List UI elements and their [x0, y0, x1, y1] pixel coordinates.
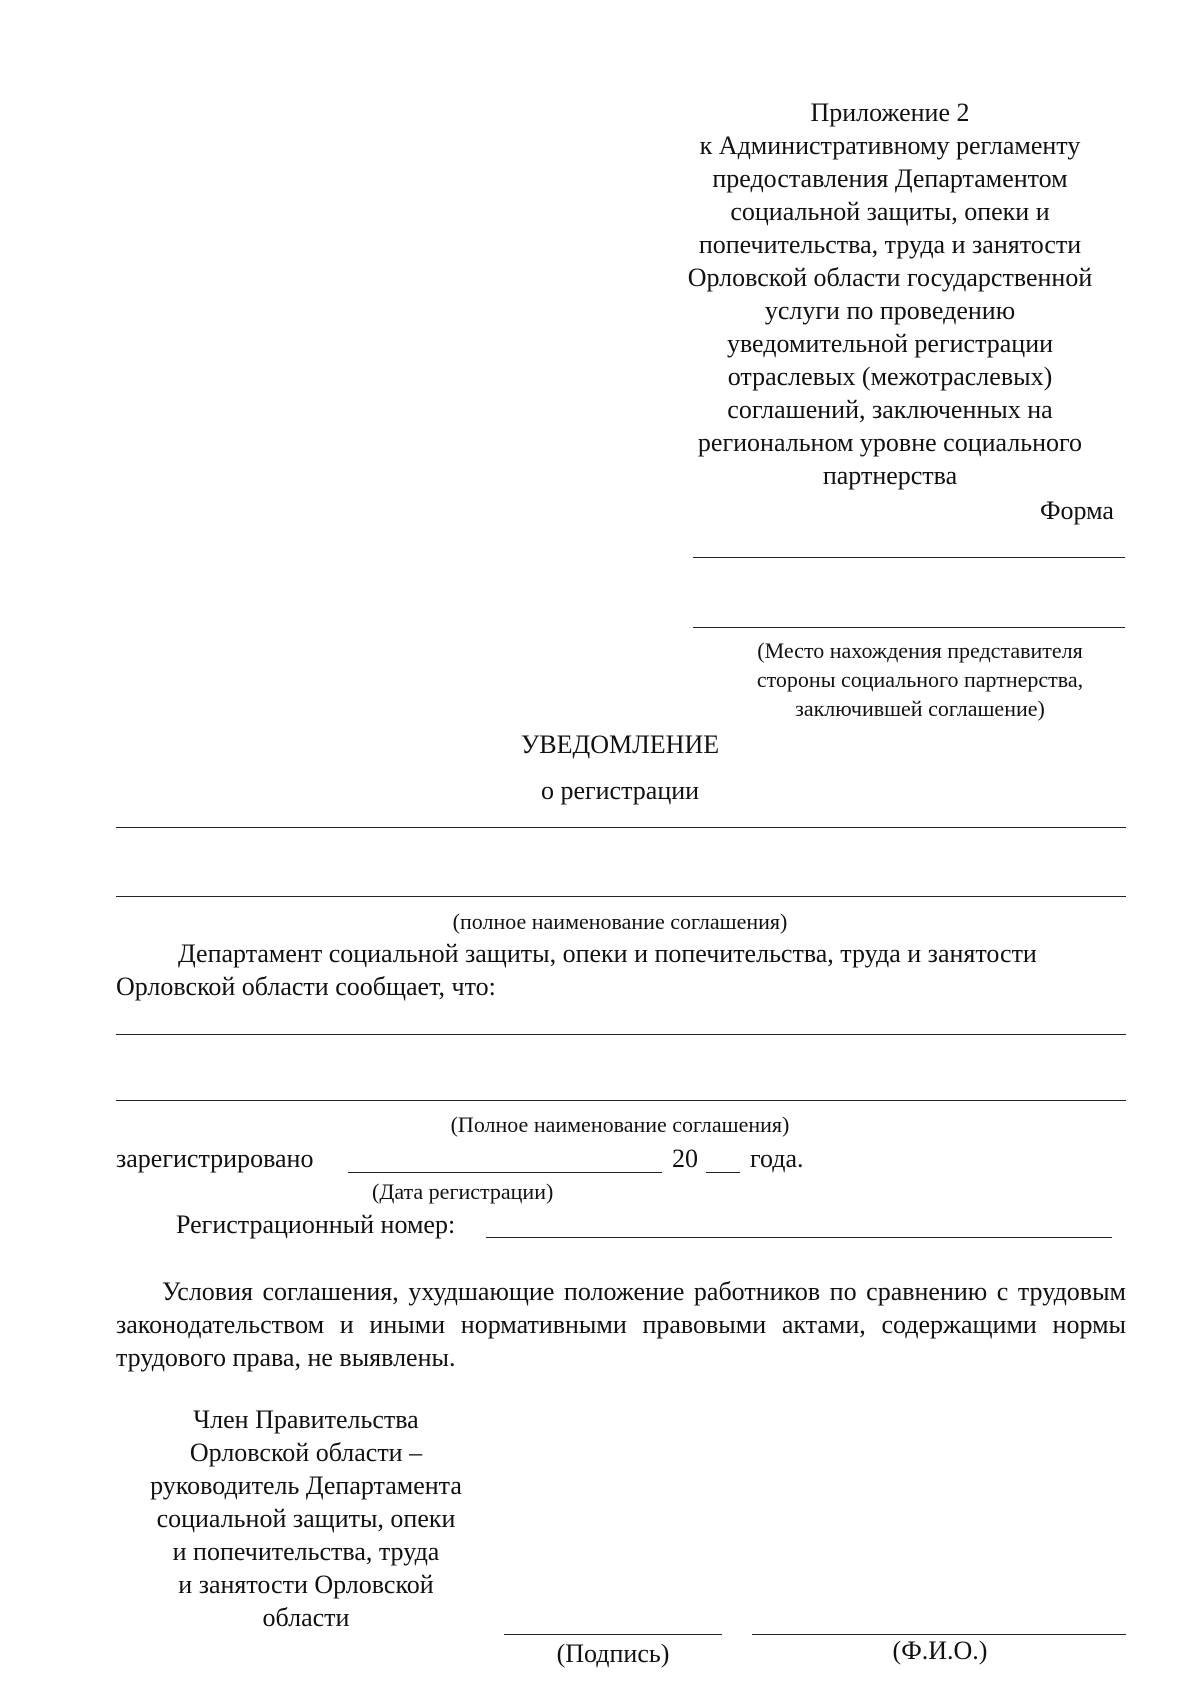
form-label: Форма [1040, 496, 1114, 525]
agreement-line-4 [116, 1100, 1126, 1101]
header-line: уведомительной регистрации [726, 329, 1054, 358]
addressee-caption [700, 636, 1140, 723]
name-caption: (Ф.И.О.) [892, 1636, 988, 1665]
signatory-line: и попечительства, труда [172, 1537, 440, 1566]
header-line: соглашений, заключенных на [727, 395, 1053, 424]
addressee-caption-line: заключившей соглашение) [795, 696, 1045, 721]
year-prefix: 20 [672, 1144, 698, 1173]
agreement-caption-2: (Полное наименование соглашения) [450, 1112, 790, 1137]
agreement-line-1 [116, 827, 1126, 828]
signatory-line: Член Правительства [193, 1405, 419, 1434]
registered-label: зарегистрировано [116, 1144, 314, 1173]
header-line: региональном уровне социального [697, 428, 1083, 457]
header-line: отраслевых (межотраслевых) [727, 362, 1053, 391]
header-line: Орловской области государственной [687, 263, 1093, 292]
document-subtitle: о регистрации [540, 776, 700, 805]
agreement-caption: (полное наименование соглашения) [452, 909, 788, 934]
header-line: услуги по проведению [764, 296, 1016, 325]
header-line: попечительства, труда и занятости [698, 230, 1082, 259]
date-caption: (Дата регистрации) [372, 1179, 554, 1204]
registration-number-label: Регистрационный номер: [176, 1210, 456, 1239]
header-line: партнерства [822, 461, 958, 490]
document-title: УВЕДОМЛЕНИЕ [520, 730, 720, 759]
conditions-paragraph: Условия соглашения, ухудшающие положение работников по сравнению с трудовым законодательством и иными нормативными правовыми актами, содержащими нормы трудового права, не выявлены. [116, 1277, 1126, 1372]
agreement-line-3 [116, 1034, 1126, 1035]
addressee-line-1 [693, 557, 1125, 558]
year-suffix: года. [750, 1144, 804, 1173]
addressee-line-2 [693, 627, 1125, 628]
addressee-caption-line: (Место нахождения представителя [757, 638, 1083, 663]
signatory-line: руководитель Департамента [150, 1471, 462, 1500]
signatory-line: области [262, 1603, 350, 1632]
body-paragraph: Департамент социальной защиты, опеки и попечительства, труда и занятости Орловской области сообщает, что: [116, 939, 1037, 1001]
appendix-header [655, 96, 1125, 492]
header-line: социальной защиты, опеки и [730, 197, 1050, 226]
signatory-line: Орловской области – [189, 1438, 423, 1467]
signatory-line: и занятости Орловской [178, 1570, 434, 1599]
signatory-line: социальной защиты, опеки [156, 1504, 456, 1533]
signatory-title [116, 1403, 496, 1634]
year-line [706, 1172, 740, 1173]
agreement-line-2 [116, 896, 1126, 897]
registration-number-line [486, 1237, 1112, 1238]
addressee-caption-line: стороны социального партнерства, [756, 667, 1084, 692]
signature-caption: (Подпись) [556, 1639, 670, 1668]
registration-date-line [348, 1172, 662, 1173]
signature-line [504, 1634, 722, 1635]
header-line: предоставления Департаментом [712, 164, 1068, 193]
header-line: к Административному регламенту [699, 131, 1081, 160]
header-line: Приложение 2 [810, 98, 970, 127]
